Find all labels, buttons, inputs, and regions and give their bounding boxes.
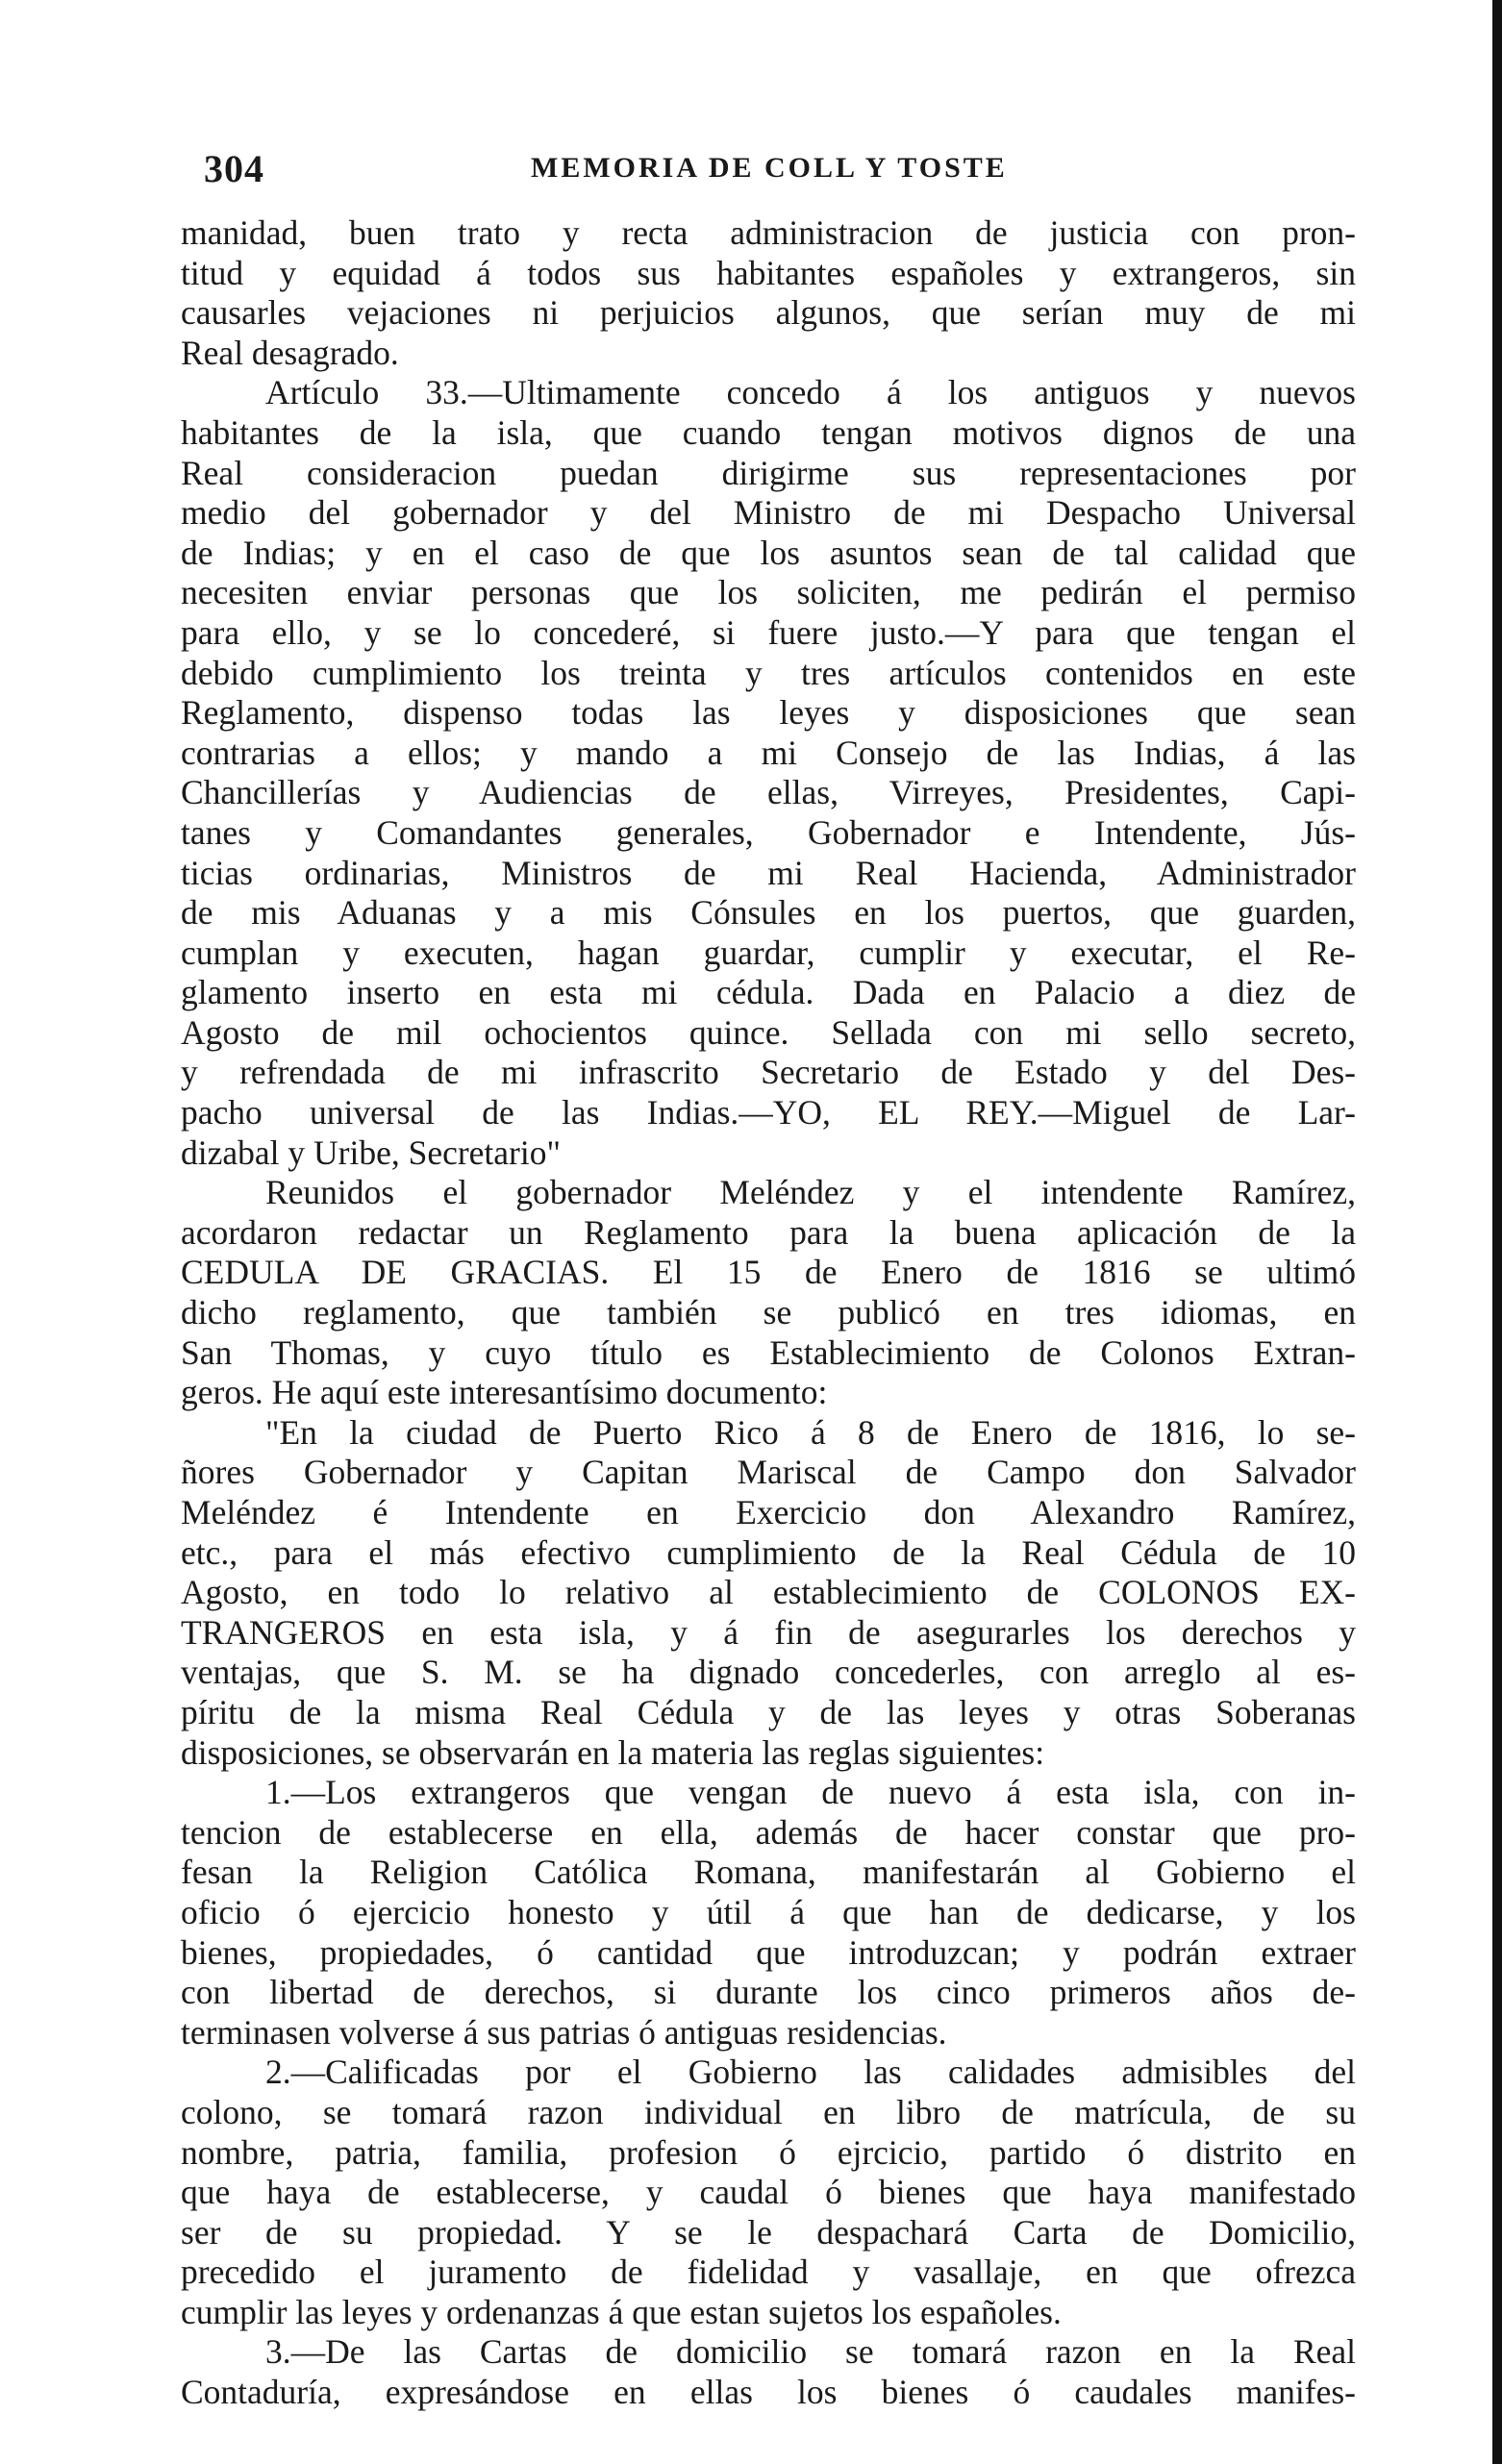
text-line: cumplan y executen, hagan guardar, cumplir y executar, el Re-: [181, 933, 1356, 972]
text-line: Meléndez é Intendente en Exercicio don Alexandro Ramírez,: [181, 1493, 1356, 1531]
page-edge-border: [1492, 0, 1502, 2464]
text-line: terminasen volverse á sus patrias ó antiguas residencias.: [181, 2012, 947, 2052]
text-line: debido cumplimiento los treinta y tres artículos contenidos en este: [181, 653, 1356, 692]
text-line: y refrendada de mi infrascrito Secretario de Estado y del Des-: [181, 1053, 1356, 1092]
text-line: TRANGEROS en esta isla, y á fin de asegurarles los derechos y: [181, 1612, 1356, 1652]
text-line: 3.—De las Cartas de domicilio se tomará razon en la Real: [265, 2332, 1356, 2372]
text-line: de mis Aduanas y a mis Cónsules en los puertos, que guarden,: [181, 893, 1356, 933]
text-line: Contaduría, expresándose en ellas los bienes ó caudales manifes-: [181, 2373, 1356, 2412]
text-line: oficio ó ejercicio honesto y útil á que han de dedicarse, y los: [181, 1892, 1356, 1931]
text-line: tanes y Comandantes generales, Gobernador e Intendente, Jús-: [181, 812, 1356, 852]
text-line: ventajas, que S. M. se ha dignado concederles, con arreglo al es-: [181, 1653, 1356, 1692]
body-text: [181, 213, 1356, 2413]
text-line: dizabal y Uribe, Secretario": [181, 1132, 561, 1172]
text-line: necesiten enviar personas que los soliciten, me pedirán el permiso: [181, 573, 1356, 612]
text-line: manidad, buen trato y recta administracion de justicia con pron-: [181, 213, 1356, 252]
text-line: 1.—Los extrangeros que vengan de nuevo á esta isla, con in-: [265, 1773, 1356, 1812]
text-line: ñores Gobernador y Capitan Mariscal de Campo don Salvador: [181, 1453, 1356, 1492]
text-line: acordaron redactar un Reglamento para la buena aplicación de la: [181, 1212, 1356, 1252]
text-line: pacho universal de las Indias.—YO, EL REY.—Miguel de Lar-: [181, 1093, 1356, 1132]
text-line: Real desagrado.: [181, 333, 399, 372]
text-line: Reunidos el gobernador Meléndez y el intendente Ramírez,: [265, 1173, 1356, 1212]
text-line: Chancillerías y Audiencias de ellas, Virreyes, Presidentes, Capi-: [181, 773, 1356, 812]
text-line: geros. He aquí este interesantísimo documento:: [181, 1373, 828, 1412]
text-line: 2.—Calificadas por el Gobierno las calidades admisibles del: [265, 2053, 1356, 2092]
text-line: "En la ciudad de Puerto Rico á 8 de Enero de 1816, lo se-: [265, 1412, 1356, 1452]
text-line: Agosto de mil ochocientos quince. Sellada con mi sello secreto,: [181, 1012, 1356, 1052]
text-line: habitantes de la isla, que cuando tengan motivos dignos de una: [181, 412, 1356, 452]
text-line: píritu de la misma Real Cédula y de las leyes y otras Soberanas: [181, 1692, 1356, 1731]
text-line: ticias ordinarias, Ministros de mi Real Hacienda, Administrador: [181, 853, 1356, 892]
text-line: titud y equidad á todos sus habitantes españoles y extrangeros, sin: [181, 253, 1356, 292]
text-line: dicho reglamento, que también se publicó en tres idiomas, en: [181, 1293, 1356, 1332]
text-line: Agosto, en todo lo relativo al establecimiento de COLONOS EX-: [181, 1573, 1356, 1612]
page-number: 304: [204, 146, 264, 190]
text-line: nombre, patria, familia, profesion ó ejrcicio, partido ó distrito en: [181, 2132, 1356, 2172]
text-line: ser de su propiedad. Y se le despachará Carta de Domicilio,: [181, 2212, 1356, 2252]
text-line: bienes, propiedades, ó cantidad que introduzcan; y podrán extraer: [181, 1932, 1356, 1972]
text-line: Reglamento, dispenso todas las leyes y disposiciones que sean: [181, 693, 1356, 733]
text-line: medio del gobernador y del Ministro de mi Despacho Universal: [181, 493, 1356, 533]
text-line: colono, se tomará razon individual en libro de matrícula, de su: [181, 2092, 1356, 2131]
text-line: glamento inserto en esta mi cédula. Dada en Palacio a diez de: [181, 973, 1356, 1012]
text-line: causarles vejaciones ni perjuicios algunos, que serían muy de mi: [181, 293, 1356, 333]
text-line: contrarias a ellos; y mando a mi Consejo de las Indias, á las: [181, 733, 1356, 772]
text-line: fesan la Religion Católica Romana, manifestarán al Gobierno el: [181, 1853, 1356, 1892]
running-head: MEMORIA DE COLL Y TOSTE: [531, 152, 1008, 184]
text-line: Real consideracion puedan dirigirme sus representaciones por: [181, 453, 1356, 492]
text-line: de Indias; y en el caso de que los asuntos sean de tal calidad que: [181, 533, 1356, 572]
text-line: cumplir las leyes y ordenanzas á que estan sujetos los españoles.: [181, 2292, 1062, 2331]
text-line: tencion de establecerse en ella, además de hacer constar que pro-: [181, 1812, 1356, 1852]
text-line: San Thomas, y cuyo título es Establecimiento de Colonos Extran-: [181, 1332, 1356, 1372]
text-line: con libertad de derechos, si durante los cinco primeros años de-: [181, 1973, 1356, 2012]
text-line: precedido el juramento de fidelidad y vasallaje, en que ofrezca: [181, 2252, 1356, 2292]
page-header: [204, 144, 1358, 192]
text-line: que haya de establecerse, y caudal ó bienes que haya manifestado: [181, 2173, 1356, 2212]
text-line: Artículo 33.—Ultimamente concedo á los antiguos y nuevos: [265, 373, 1356, 412]
text-line: para ello, y se lo concederé, si fuere justo.—Y para que tengan el: [181, 612, 1356, 652]
text-line: CEDULA DE GRACIAS. El 15 de Enero de 1816 se ultimó: [181, 1253, 1356, 1292]
text-line: etc., para el más efectivo cumplimiento de la Real Cédula de 10: [181, 1532, 1356, 1572]
text-line: disposiciones, se observarán en la materia las reglas siguientes:: [181, 1732, 1045, 1772]
